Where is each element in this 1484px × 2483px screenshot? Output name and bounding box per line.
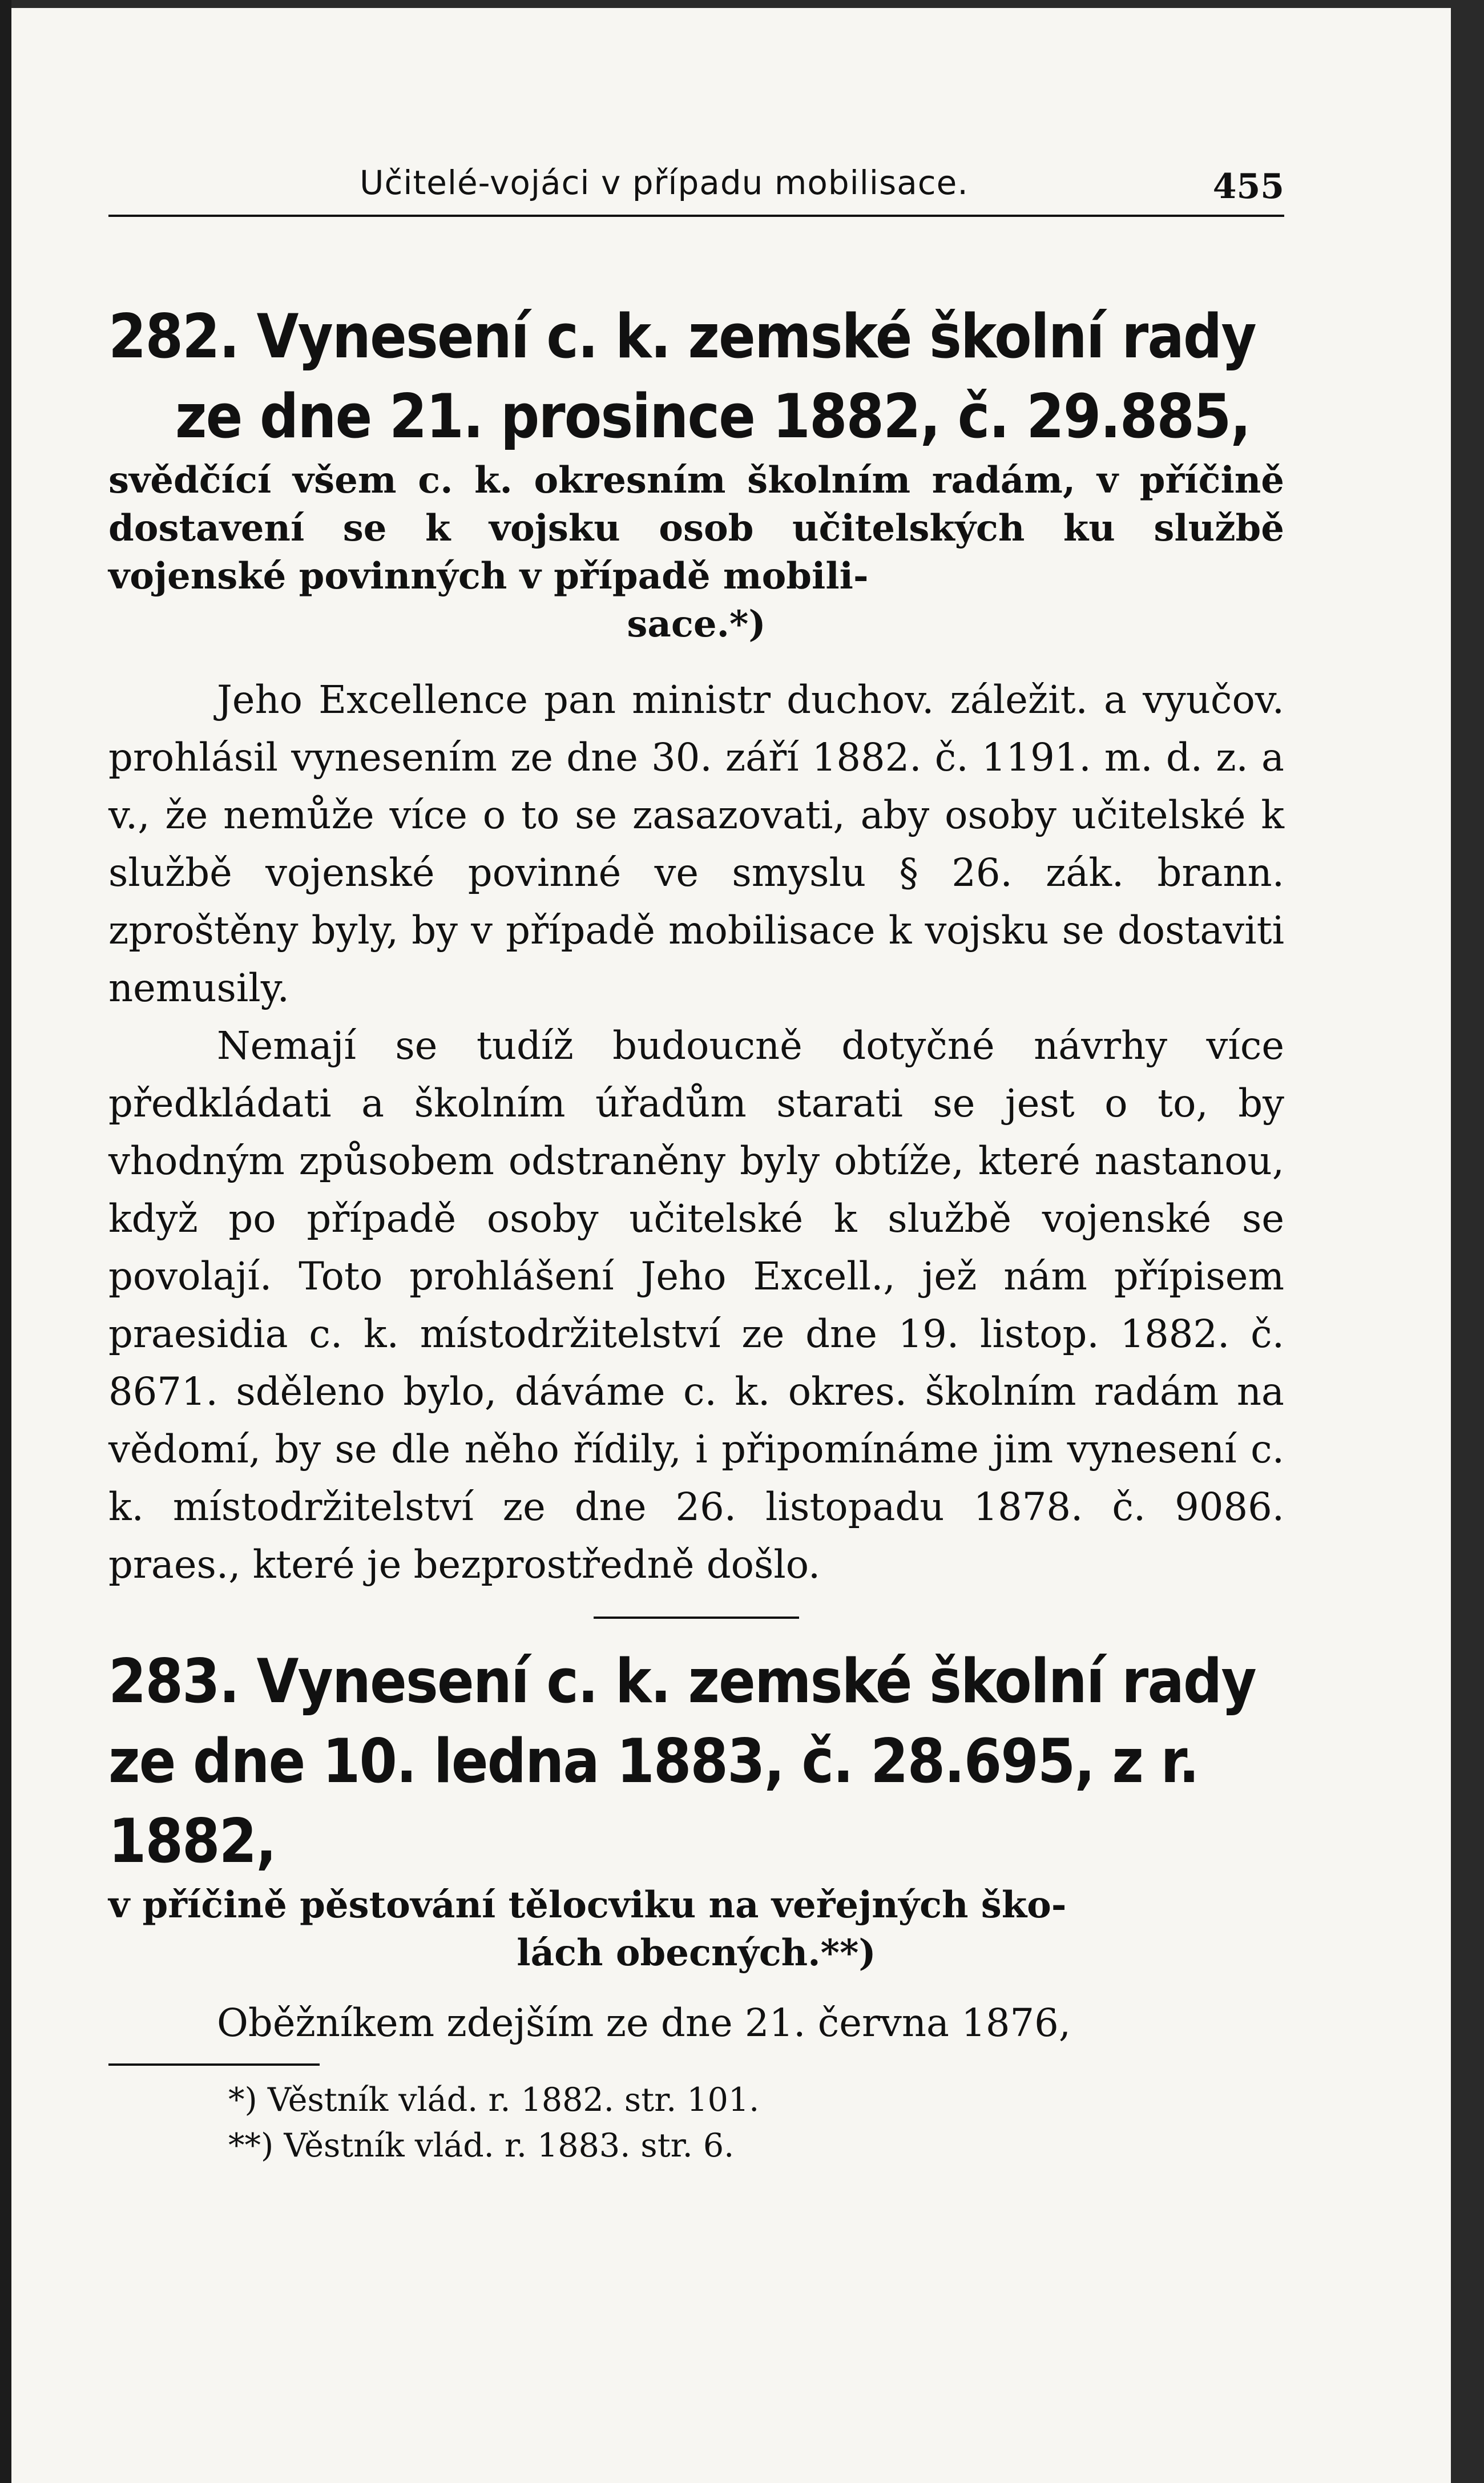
footnote-rule — [108, 2063, 320, 2066]
section-283-paragraph-1: Oběžníkem zdejším ze dne 21. června 1876, — [217, 2001, 1071, 2045]
scan-edge-left — [0, 0, 11, 2483]
section-282-subheading-main: svědčící všem c. k. okresním školním radám, v příčině dostavení se k vojsku osob učitelských ku službě vojenské povinných v případě mobili- — [108, 459, 1284, 598]
section-283-heading-line1: 283. Vynesení c. k. zemské školní rady — [108, 1646, 1256, 1716]
section-283-subheading-last: lách obecných.**) — [517, 1932, 876, 1974]
footnote-2: **) Věstník vlád. r. 1883. str. 6. — [228, 2127, 735, 2164]
book-page — [108, 148, 1284, 2168]
section-282 — [108, 297, 1284, 1594]
section-282-paragraph-1: Jeho Excellence pan ministr duchov. záležit. a vyučov. prohlásil vynesením ze dne 30. září 1882. č. 1191. m. d. z. a v., že nemůže více o to se zasazovati, aby osoby učitelské k službě vojenské povinné ve smyslu § 26. zák. brann. zproštěny byly, by v případě mobilisace k vojsku se dostaviti nemusily. — [108, 678, 1284, 1010]
section-282-subheading — [108, 457, 1284, 648]
footnotes — [108, 2077, 1284, 2168]
section-divider — [594, 1617, 799, 1619]
section-283-subheading-main: v příčině pěstování tělocviku na veřejných ško- — [108, 1884, 1067, 1926]
section-283-subheading — [108, 1881, 1284, 1977]
header-rule — [108, 215, 1284, 217]
running-title: Učitelé-vojáci v případu mobilisace. — [360, 163, 969, 202]
section-282-heading-line1: 282. Vynesení c. k. zemské školní rady — [108, 301, 1256, 372]
section-283-heading — [108, 1642, 1280, 1881]
footnote-1: *) Věstník vlád. r. 1882. str. 101. — [228, 2081, 760, 2119]
section-282-heading — [108, 297, 1280, 457]
scan-edge-top — [0, 0, 1484, 8]
section-282-heading-line2: ze dne 21. prosince 1882, č. 29.885, — [175, 381, 1251, 452]
section-282-subheading-last: sace.*) — [627, 603, 766, 646]
section-283 — [108, 1642, 1284, 2052]
running-head — [108, 148, 1284, 211]
page-number: 455 — [1212, 167, 1284, 207]
scan-edge-right — [1451, 0, 1484, 2483]
section-282-paragraph-2: Nemají se tudíž budoucně dotyčné návrhy více předkládati a školním úřadům starati se jest o to, by vhodným způsobem odstraněny byly obtíže, které nastanou, když po případě osoby učitelské k službě vojenské se povolají. Toto prohlášení Jeho Excell., jež nám přípisem praesidia c. k. místodržitelství ze dne 19. listop. 1882. č. 8671. sděleno bylo, dáváme c. k. okres. školním radám na vědomí, by se dle něho řídily, i připomínáme jim vynesení c. k. místodržitelství ze dne 26. listopadu 1878. č. 9086. praes., které je bezprostředně došlo. — [108, 1023, 1284, 1587]
section-283-heading-line2: ze dne 10. ledna 1883, č. 28.695, z r. 1882, — [108, 1726, 1199, 1876]
